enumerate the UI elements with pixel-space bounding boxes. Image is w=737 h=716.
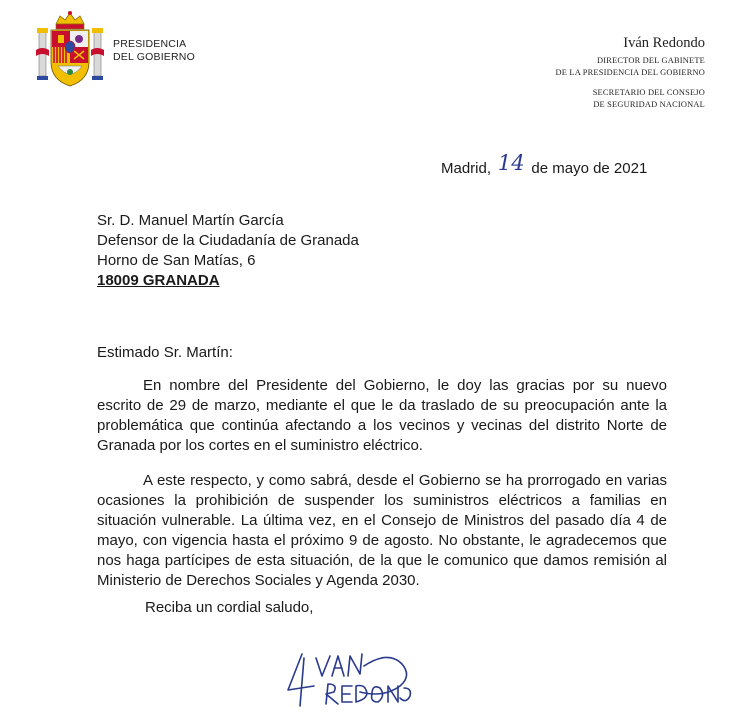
date-month-year: de mayo de 2021 xyxy=(531,160,648,177)
letter-closing: Reciba un cordial saludo, xyxy=(145,599,314,616)
handwritten-signature xyxy=(280,646,420,708)
signer-title: DE LA PRESIDENCIA DEL GOBIERNO xyxy=(555,68,705,77)
letter-paragraph xyxy=(97,376,667,456)
institution-line: DEL GOBIERNO xyxy=(113,50,195,63)
institution-line: PRESIDENCIA xyxy=(113,38,187,50)
signer-title: SECRETARIO DEL CONSEJO xyxy=(592,88,705,97)
date-place: Madrid, xyxy=(441,160,492,177)
signer-name: Iván Redondo xyxy=(623,35,705,51)
recipient-postal-line: 18009 GRANADA xyxy=(97,272,220,289)
signer-header xyxy=(556,35,705,111)
recipient-line: Horno de San Matías, 6 xyxy=(97,252,256,269)
signer-title: DE SEGURIDAD NACIONAL xyxy=(593,100,705,109)
coat-of-arms-icon xyxy=(36,10,104,90)
paragraph-text: A este respecto, y como sabrá, desde el Gobierno se ha prorrogado en varias ocasiones la prohibición de suspender los suministros eléctricos a familias en situación vulnerable. La última vez, en el Consejo de Ministros del pasado día 4 de mayo, con vigencia hasta el próximo 9 de agosto. No obstante, le agradecemos que nos haga partícipes de esta situación, de la que le comunico que damos remisión al Ministerio de Derechos Sociales y Agenda 2030. xyxy=(97,472,667,589)
letter-date xyxy=(441,151,648,178)
letter-paragraph xyxy=(97,471,667,591)
recipient-address xyxy=(97,211,359,291)
recipient-line: Sr. D. Manuel Martín García xyxy=(97,212,284,229)
institution-name xyxy=(113,38,195,63)
recipient-line: Defensor de la Ciudadanía de Granada xyxy=(97,232,359,249)
letter-greeting: Estimado Sr. Martín: xyxy=(97,344,233,361)
date-day-handwritten: 14 xyxy=(497,151,525,175)
paragraph-text: En nombre del Presidente del Gobierno, le doy las gracias por su nuevo escrito de 29 de marzo, mediante el que le da traslado de su preocupación ante la problemática que continúa afectando a los vecinos y vecinas del distrito Norte de Granada por los cortes en el suministro eléctrico. xyxy=(97,377,667,454)
signer-title: DIRECTOR DEL GABINETE xyxy=(597,56,705,65)
